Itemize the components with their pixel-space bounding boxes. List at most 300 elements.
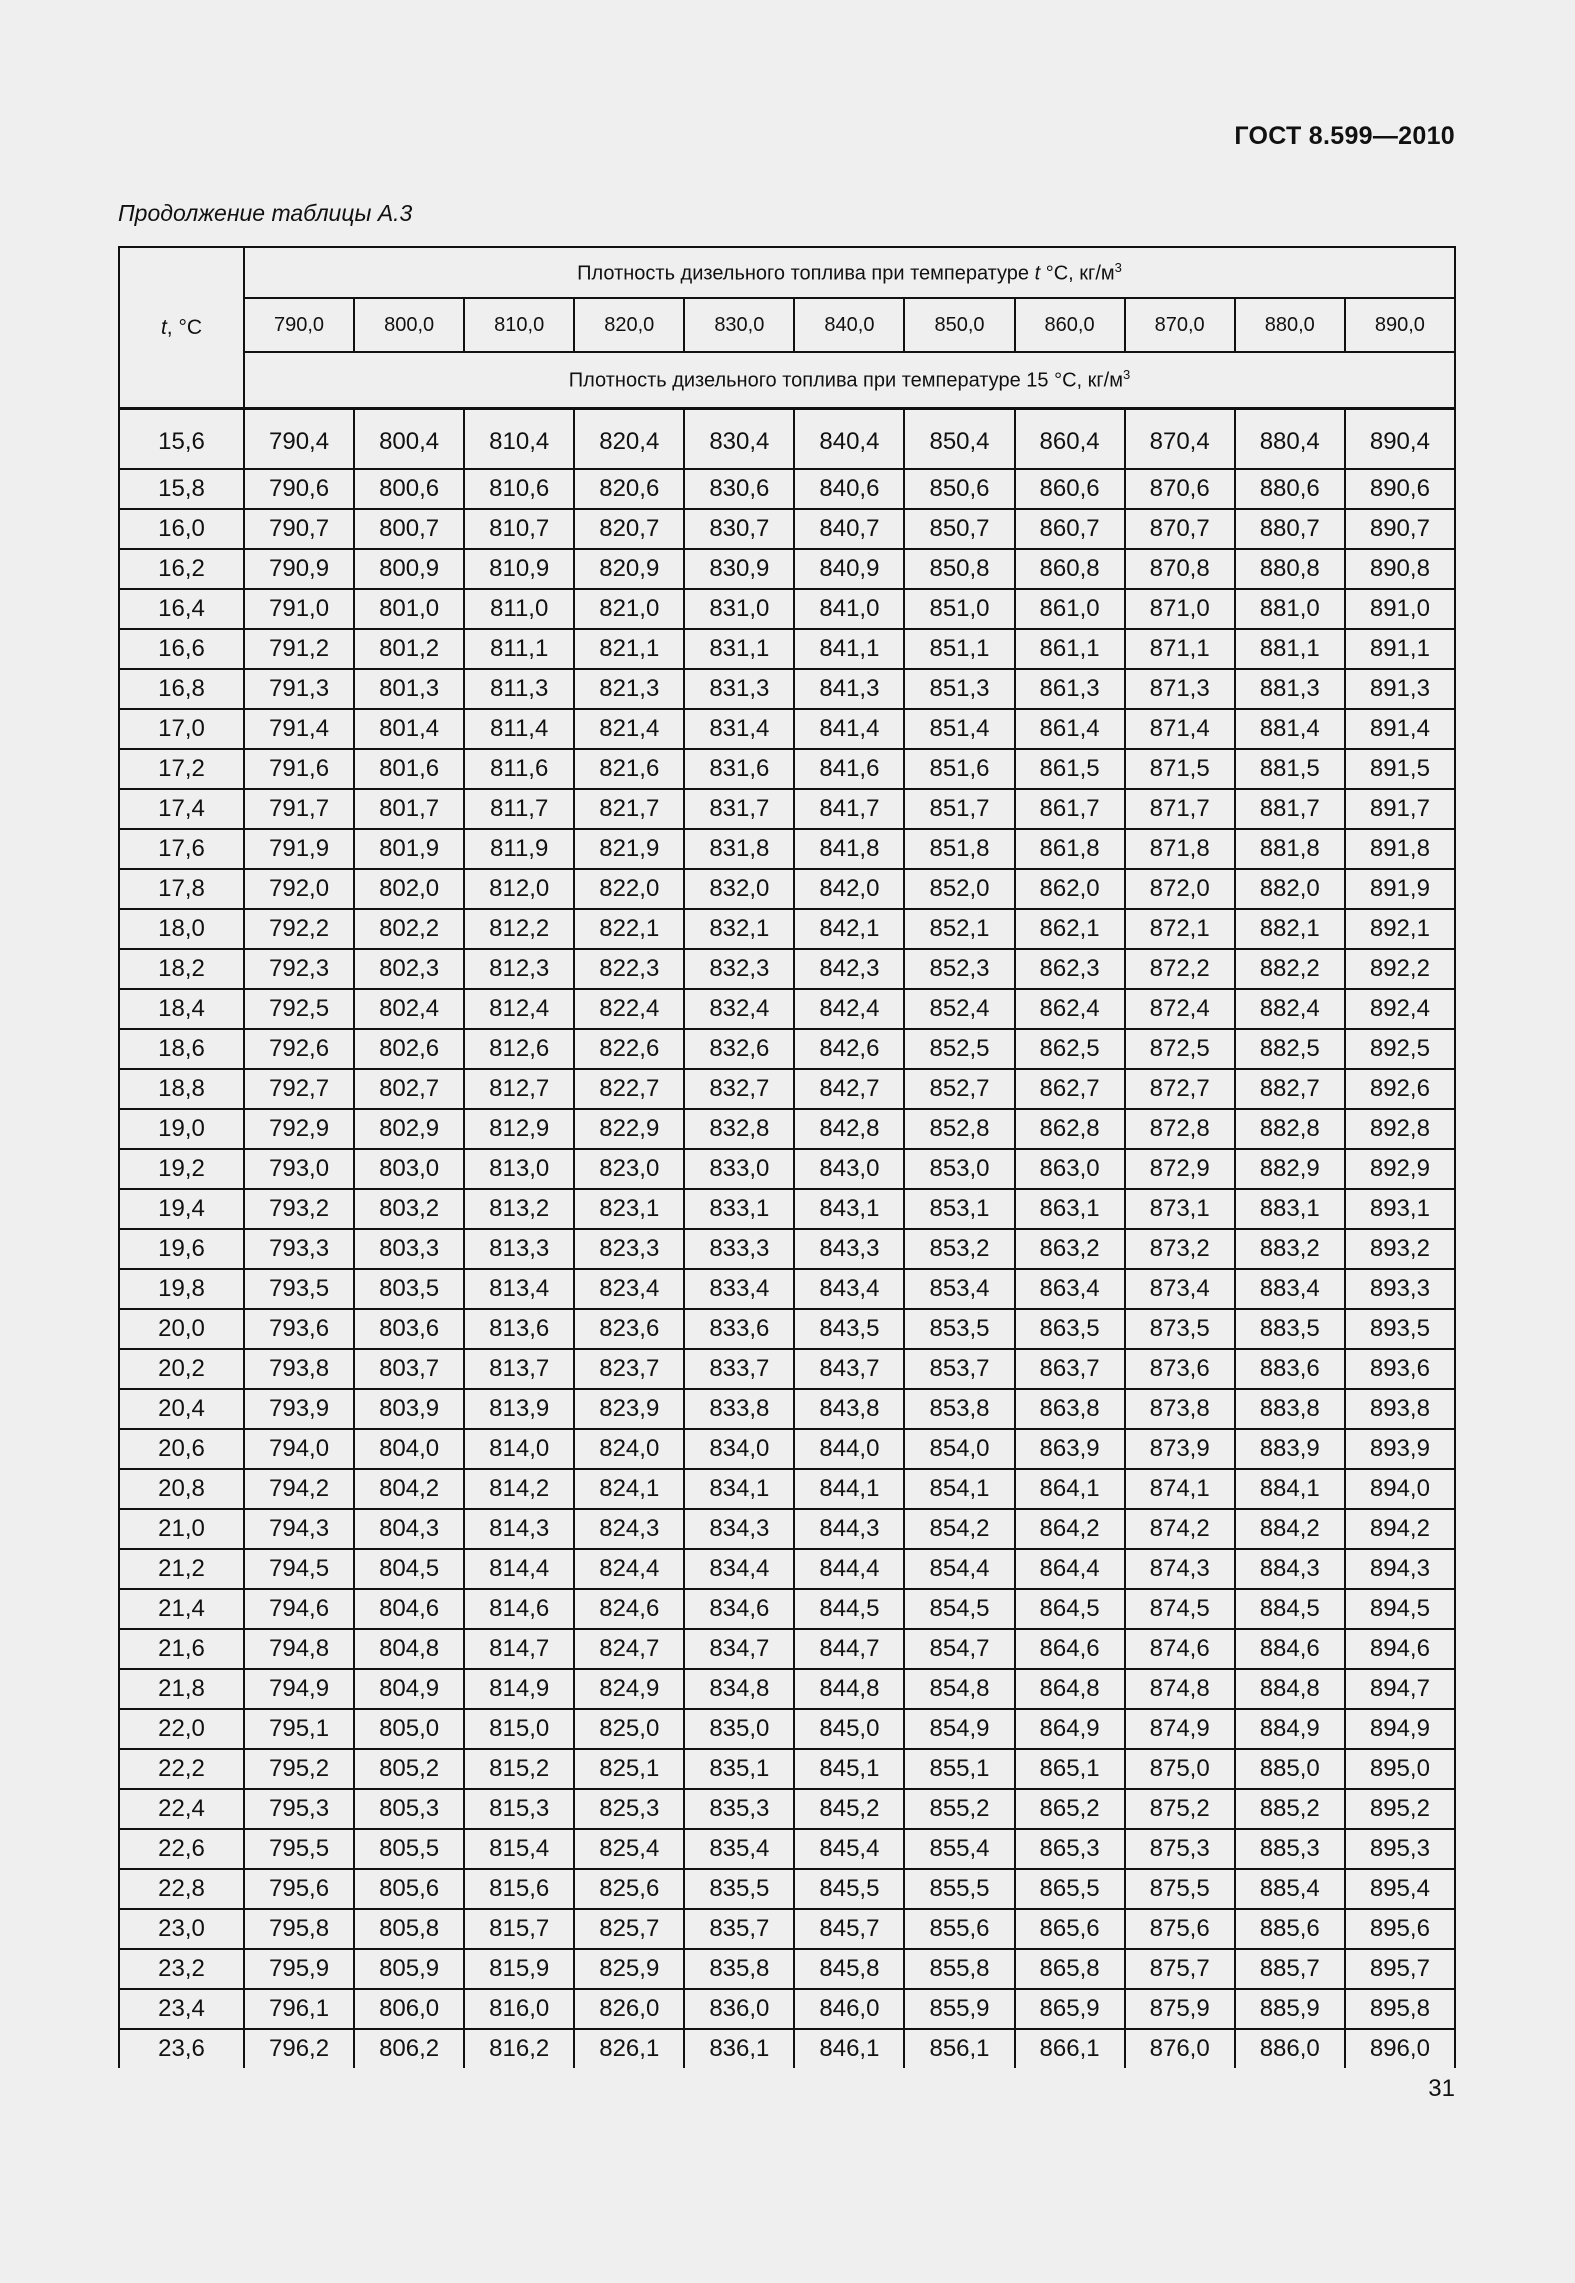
density-cell: 821,3 [574,669,684,709]
density-cell: 855,4 [904,1829,1014,1869]
density-cell: 872,8 [1125,1109,1235,1149]
table-row [119,1029,1455,1069]
density-cell: 831,6 [684,749,794,789]
density-cell: 840,9 [794,549,904,589]
density-cell: 895,4 [1345,1869,1455,1909]
density-cell: 884,3 [1235,1549,1345,1589]
density-cell: 852,4 [904,989,1014,1029]
density-cell: 831,8 [684,829,794,869]
density-cell: 833,7 [684,1349,794,1389]
temperature-cell: 16,4 [119,589,244,629]
density-cell: 824,1 [574,1469,684,1509]
density-cell: 791,6 [244,749,354,789]
density-cell: 820,4 [574,409,684,470]
density-cell: 813,9 [464,1389,574,1429]
temperature-cell: 23,4 [119,1989,244,2029]
density-cell: 845,7 [794,1909,904,1949]
density-cell: 881,1 [1235,629,1345,669]
density-cell: 850,7 [904,509,1014,549]
density-cell: 832,8 [684,1109,794,1149]
density-cell: 894,3 [1345,1549,1455,1589]
density-cell: 824,9 [574,1669,684,1709]
temperature-cell: 23,2 [119,1949,244,1989]
density-cell: 844,0 [794,1429,904,1469]
density-cell: 794,8 [244,1629,354,1669]
density-cell: 866,1 [1015,2029,1125,2068]
density-cell: 825,7 [574,1909,684,1949]
density-cell: 816,2 [464,2029,574,2068]
density-cell: 865,1 [1015,1749,1125,1789]
density-cell: 793,3 [244,1229,354,1269]
column-header-cell: 880,0 [1235,298,1345,352]
density-cell: 800,4 [354,409,464,470]
density-cell: 802,2 [354,909,464,949]
density-cell: 875,9 [1125,1989,1235,2029]
density-cell: 790,7 [244,509,354,549]
density-cell: 814,0 [464,1429,574,1469]
table-row [119,1669,1455,1709]
density-cell: 875,3 [1125,1829,1235,1869]
density-cell: 853,7 [904,1349,1014,1389]
density-cell: 790,4 [244,409,354,470]
density-cell: 822,0 [574,869,684,909]
density-cell: 873,9 [1125,1429,1235,1469]
density-cell: 814,4 [464,1549,574,1589]
density-cell: 801,6 [354,749,464,789]
density-cell: 853,1 [904,1189,1014,1229]
column-header-cell: 860,0 [1015,298,1125,352]
header-row-top [119,247,1455,298]
table-row [119,1989,1455,2029]
density-cell: 863,8 [1015,1389,1125,1429]
density-cell: 795,3 [244,1789,354,1829]
density-cell: 844,8 [794,1669,904,1709]
density-cell: 845,2 [794,1789,904,1829]
table-body [119,409,1455,2069]
density-cell: 824,7 [574,1629,684,1669]
temperature-cell: 22,2 [119,1749,244,1789]
density-cell: 845,1 [794,1749,904,1789]
density-cell: 870,7 [1125,509,1235,549]
density-cell: 895,8 [1345,1989,1455,2029]
density-cell: 871,8 [1125,829,1235,869]
density-cell: 892,5 [1345,1029,1455,1069]
density-cell: 825,6 [574,1869,684,1909]
density-cell: 831,7 [684,789,794,829]
density-cell: 884,8 [1235,1669,1345,1709]
density-cell: 854,9 [904,1709,1014,1749]
density-cell: 801,4 [354,709,464,749]
temperature-cell: 17,4 [119,789,244,829]
density-cell: 800,9 [354,549,464,589]
density-cell: 801,9 [354,829,464,869]
density-cell: 834,7 [684,1629,794,1669]
density-cell: 840,4 [794,409,904,470]
density-cell: 850,8 [904,549,1014,589]
temperature-cell: 21,6 [119,1629,244,1669]
density-cell: 821,6 [574,749,684,789]
density-cell: 790,9 [244,549,354,589]
temperature-cell: 20,4 [119,1389,244,1429]
table-row [119,1629,1455,1669]
density-cell: 815,9 [464,1949,574,1989]
density-cell: 810,7 [464,509,574,549]
density-cell: 823,7 [574,1349,684,1389]
table-row [119,1189,1455,1229]
table-row [119,1789,1455,1829]
table-row [119,1589,1455,1629]
density-cell: 830,9 [684,549,794,589]
density-cell: 886,0 [1235,2029,1345,2068]
density-cell: 855,5 [904,1869,1014,1909]
density-cell: 871,4 [1125,709,1235,749]
density-cell: 855,9 [904,1989,1014,2029]
density-cell: 803,2 [354,1189,464,1229]
temperature-cell: 17,0 [119,709,244,749]
density-cell: 883,8 [1235,1389,1345,1429]
table-row [119,1229,1455,1269]
density-cell: 835,1 [684,1749,794,1789]
density-cell: 796,2 [244,2029,354,2068]
density-cell: 846,0 [794,1989,904,2029]
density-cell: 812,2 [464,909,574,949]
density-cell: 884,9 [1235,1709,1345,1749]
density-cell: 834,1 [684,1469,794,1509]
density-cell: 874,2 [1125,1509,1235,1549]
density-cell: 841,3 [794,669,904,709]
table-row [119,2029,1455,2068]
density-cell: 804,5 [354,1549,464,1589]
temperature-cell: 22,6 [119,1829,244,1869]
density-cell: 893,6 [1345,1349,1455,1389]
density-cell: 814,6 [464,1589,574,1629]
density-cell: 811,1 [464,629,574,669]
table-row [119,829,1455,869]
density-cell: 894,7 [1345,1669,1455,1709]
density-cell: 872,5 [1125,1029,1235,1069]
density-cell: 862,5 [1015,1029,1125,1069]
temperature-cell: 23,0 [119,1909,244,1949]
table-row [119,1469,1455,1509]
column-header-cell: 800,0 [354,298,464,352]
temperature-cell: 22,0 [119,1709,244,1749]
density-cell: 834,6 [684,1589,794,1629]
density-cell: 841,1 [794,629,904,669]
table-row [119,1709,1455,1749]
density-cell: 835,3 [684,1789,794,1829]
density-cell: 791,9 [244,829,354,869]
density-cell: 851,8 [904,829,1014,869]
density-cell: 881,4 [1235,709,1345,749]
temperature-cell: 19,8 [119,1269,244,1309]
density-cell: 831,1 [684,629,794,669]
density-cell: 820,9 [574,549,684,589]
density-cell: 874,9 [1125,1709,1235,1749]
density-cell: 833,6 [684,1309,794,1349]
density-cell: 850,6 [904,469,1014,509]
density-cell: 793,8 [244,1349,354,1389]
table-row [119,1069,1455,1109]
density-cell: 826,1 [574,2029,684,2068]
density-cell: 843,5 [794,1309,904,1349]
density-cell: 851,7 [904,789,1014,829]
density-cell: 892,8 [1345,1109,1455,1149]
table-row [119,589,1455,629]
density-cell: 885,3 [1235,1829,1345,1869]
density-cell: 874,1 [1125,1469,1235,1509]
density-cell: 874,8 [1125,1669,1235,1709]
density-cell: 832,1 [684,909,794,949]
document-code: ГОСТ 8.599—2010 [1234,122,1455,150]
density-cell: 871,0 [1125,589,1235,629]
density-cell: 803,9 [354,1389,464,1429]
density-cell: 842,8 [794,1109,904,1149]
table-row [119,549,1455,589]
density-cell: 802,6 [354,1029,464,1069]
density-cell: 843,3 [794,1229,904,1269]
density-cell: 813,7 [464,1349,574,1389]
density-cell: 892,2 [1345,949,1455,989]
density-cell: 821,7 [574,789,684,829]
density-cell: 811,6 [464,749,574,789]
density-cell: 873,8 [1125,1389,1235,1429]
density-cell: 822,9 [574,1109,684,1149]
density-cell: 873,4 [1125,1269,1235,1309]
density-cell: 883,6 [1235,1349,1345,1389]
table-row [119,1509,1455,1549]
density-cell: 815,0 [464,1709,574,1749]
density-cell: 811,3 [464,669,574,709]
temperature-cell: 18,8 [119,1069,244,1109]
density-cell: 854,5 [904,1589,1014,1629]
density-cell: 892,6 [1345,1069,1455,1109]
temperature-cell: 19,4 [119,1189,244,1229]
density-cell: 882,7 [1235,1069,1345,1109]
density-cell: 844,4 [794,1549,904,1589]
density-cell: 863,4 [1015,1269,1125,1309]
table-row [119,509,1455,549]
density-cell: 793,0 [244,1149,354,1189]
density-cell: 803,5 [354,1269,464,1309]
density-cell: 822,6 [574,1029,684,1069]
density-cell: 894,5 [1345,1589,1455,1629]
density-cell: 894,6 [1345,1629,1455,1669]
density-cell: 893,3 [1345,1269,1455,1309]
density-cell: 852,5 [904,1029,1014,1069]
density-cell: 842,0 [794,869,904,909]
table-row [119,749,1455,789]
density-cell: 872,7 [1125,1069,1235,1109]
density-cell: 891,8 [1345,829,1455,869]
density-cell: 841,8 [794,829,904,869]
density-cell: 861,3 [1015,669,1125,709]
density-cell: 873,6 [1125,1349,1235,1389]
density-cell: 861,5 [1015,749,1125,789]
density-cell: 825,1 [574,1749,684,1789]
temperature-cell: 19,0 [119,1109,244,1149]
density-cell: 880,8 [1235,549,1345,589]
density-cell: 794,9 [244,1669,354,1709]
density-cell: 845,4 [794,1829,904,1869]
density-cell: 896,0 [1345,2029,1455,2068]
density-cell: 823,6 [574,1309,684,1349]
density-cell: 852,3 [904,949,1014,989]
density-cell: 823,1 [574,1189,684,1229]
density-cell: 890,7 [1345,509,1455,549]
density-cell: 885,9 [1235,1989,1345,2029]
density-cell: 835,8 [684,1949,794,1989]
density-cell: 821,1 [574,629,684,669]
density-cell: 813,3 [464,1229,574,1269]
density-cell: 893,9 [1345,1429,1455,1469]
density-cell: 825,0 [574,1709,684,1749]
density-cell: 872,1 [1125,909,1235,949]
density-cell: 843,0 [794,1149,904,1189]
density-at-temperature-header: Плотность дизельного топлива при температуре t °C, $кг/м^3$ [244,247,1455,298]
density-cell: 844,5 [794,1589,904,1629]
density-cell: 805,6 [354,1869,464,1909]
density-cell: 861,4 [1015,709,1125,749]
density-cell: 833,4 [684,1269,794,1309]
density-cell: 854,2 [904,1509,1014,1549]
density-cell: 846,1 [794,2029,904,2068]
density-cell: 863,0 [1015,1149,1125,1189]
density-cell: 854,7 [904,1629,1014,1669]
density-cell: 853,0 [904,1149,1014,1189]
density-cell: 824,0 [574,1429,684,1469]
table-row [119,949,1455,989]
density-cell: 843,7 [794,1349,904,1389]
temperature-cell: 21,2 [119,1549,244,1589]
temperature-cell: 23,6 [119,2029,244,2068]
density-cell: 875,0 [1125,1749,1235,1789]
density-cell: 824,3 [574,1509,684,1549]
density-cell: 832,0 [684,869,794,909]
density-cell: 795,8 [244,1909,354,1949]
density-cell: 795,2 [244,1749,354,1789]
density-cell: 834,0 [684,1429,794,1469]
table-row [119,469,1455,509]
density-table [118,246,1456,2068]
density-cell: 815,2 [464,1749,574,1789]
density-cell: 832,4 [684,989,794,1029]
density-cell: 855,8 [904,1949,1014,1989]
density-cell: 882,8 [1235,1109,1345,1149]
density-cell: 864,4 [1015,1549,1125,1589]
density-cell: 850,4 [904,409,1014,470]
density-cell: 864,1 [1015,1469,1125,1509]
density-cell: 876,0 [1125,2029,1235,2068]
density-cell: 811,7 [464,789,574,829]
density-cell: 893,2 [1345,1229,1455,1269]
density-cell: 881,5 [1235,749,1345,789]
density-cell: 853,2 [904,1229,1014,1269]
density-cell: 891,4 [1345,709,1455,749]
density-cell: 853,4 [904,1269,1014,1309]
density-cell: 872,9 [1125,1149,1235,1189]
density-cell: 833,8 [684,1389,794,1429]
density-cell: 851,1 [904,629,1014,669]
density-cell: 805,0 [354,1709,464,1749]
density-cell: 814,2 [464,1469,574,1509]
density-cell: 894,2 [1345,1509,1455,1549]
density-cell: 863,1 [1015,1189,1125,1229]
temperature-cell: 15,6 [119,409,244,470]
temperature-cell: 19,6 [119,1229,244,1269]
density-cell: 882,1 [1235,909,1345,949]
density-cell: 892,4 [1345,989,1455,1029]
density-cell: 794,3 [244,1509,354,1549]
column-header-cell: 870,0 [1125,298,1235,352]
table-row [119,1549,1455,1589]
density-cell: 835,4 [684,1829,794,1869]
density-cell: 872,2 [1125,949,1235,989]
density-cell: 812,0 [464,869,574,909]
table-row [119,1749,1455,1789]
column-header-cell: 790,0 [244,298,354,352]
density-cell: 860,7 [1015,509,1125,549]
density-cell: 895,6 [1345,1909,1455,1949]
density-cell: 793,2 [244,1189,354,1229]
density-cell: 883,4 [1235,1269,1345,1309]
density-cell: 863,9 [1015,1429,1125,1469]
density-cell: 835,0 [684,1709,794,1749]
density-cell: 804,3 [354,1509,464,1549]
density-cell: 814,7 [464,1629,574,1669]
header-row-values [119,298,1455,352]
temperature-cell: 17,2 [119,749,244,789]
density-cell: 832,7 [684,1069,794,1109]
temperature-cell: 15,8 [119,469,244,509]
density-cell: 792,2 [244,909,354,949]
density-cell: 801,7 [354,789,464,829]
temperature-cell: 17,8 [119,869,244,909]
table-row [119,869,1455,909]
table-caption: Продолжение таблицы А.3 [118,200,413,226]
density-cell: 845,8 [794,1949,904,1989]
density-cell: 871,1 [1125,629,1235,669]
density-cell: 815,7 [464,1909,574,1949]
density-cell: 891,1 [1345,629,1455,669]
density-cell: 875,5 [1125,1869,1235,1909]
density-cell: 875,7 [1125,1949,1235,1989]
density-cell: 861,8 [1015,829,1125,869]
density-cell: 801,3 [354,669,464,709]
density-cell: 863,2 [1015,1229,1125,1269]
density-cell: 823,9 [574,1389,684,1429]
density-cell: 893,8 [1345,1389,1455,1429]
temperature-cell: 16,8 [119,669,244,709]
density-cell: 890,8 [1345,549,1455,589]
density-cell: 852,8 [904,1109,1014,1149]
density-cell: 833,3 [684,1229,794,1269]
density-cell: 826,0 [574,1989,684,2029]
table-row [119,1109,1455,1149]
density-cell: 880,6 [1235,469,1345,509]
table-row [119,669,1455,709]
density-cell: 802,7 [354,1069,464,1109]
density-cell: 854,0 [904,1429,1014,1469]
density-cell: 884,1 [1235,1469,1345,1509]
density-cell: 861,1 [1015,629,1125,669]
density-cell: 822,3 [574,949,684,989]
density-cell: 851,4 [904,709,1014,749]
temperature-column-header: t, °C [119,247,244,409]
density-cell: 885,2 [1235,1789,1345,1829]
density-cell: 822,1 [574,909,684,949]
density-cell: 804,8 [354,1629,464,1669]
temperature-cell: 20,8 [119,1469,244,1509]
